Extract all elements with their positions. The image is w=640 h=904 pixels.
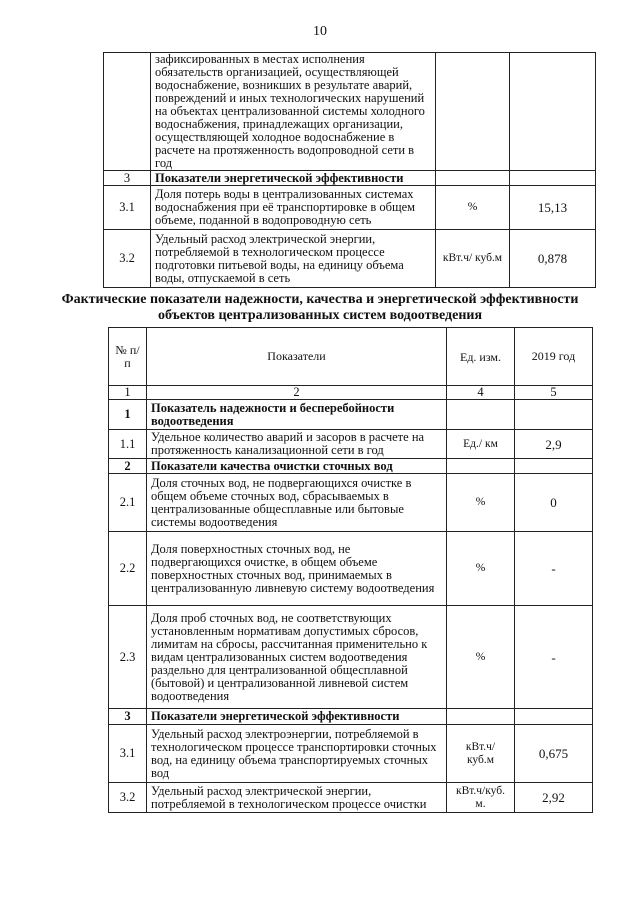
column-number: 2 [147, 386, 447, 400]
table-row [104, 53, 596, 171]
table-row [109, 606, 593, 709]
header-indicators: Показатели [147, 328, 447, 386]
row-number: 2.2 [109, 532, 147, 606]
table-header-row [109, 328, 593, 386]
row-number: 2 [109, 459, 147, 474]
indicator-description: Доля поверхностных сточных вод, не подвергающихся очистке, в общем объеме поверхностных сточных вод, принимаемых в централизованную ливневую систему водоотведения [147, 532, 447, 606]
unit-cell: % [436, 186, 510, 230]
table-row [109, 430, 593, 459]
column-number: 4 [447, 386, 515, 400]
value-cell: 0 [515, 474, 593, 532]
value-cell [510, 171, 596, 186]
table-row [109, 783, 593, 813]
unit-cell [447, 709, 515, 725]
unit-cell: % [447, 532, 515, 606]
section-row [109, 400, 593, 430]
row-number: 3.1 [109, 725, 147, 783]
value-cell: 0,878 [510, 230, 596, 288]
table-wastewater-indicators [108, 327, 593, 813]
unit-cell [447, 400, 515, 430]
indicator-description: Удельный расход электроэнергии, потребляемой в технологическом процессе транспортировки сточных вод, на единицу объема транспортируемых сточных вод [147, 725, 447, 783]
column-number: 1 [109, 386, 147, 400]
value-cell: - [515, 606, 593, 709]
row-number: 2.1 [109, 474, 147, 532]
section-row [109, 459, 593, 474]
table-row [104, 230, 596, 288]
row-number [104, 53, 151, 171]
indicator-description: Удельное количество аварий и засоров в расчете на протяженность канализационной сети в год [147, 430, 447, 459]
row-number: 3 [109, 709, 147, 725]
unit-cell [447, 459, 515, 474]
section-heading: Показатель надежности и бесперебойности водоотведения [147, 400, 447, 430]
unit-cell [436, 171, 510, 186]
unit-cell: % [447, 474, 515, 532]
table-row [109, 532, 593, 606]
header-number: № п/п [109, 328, 147, 386]
indicator-description: Удельный расход электрической энергии, потребляемой в технологическом процессе очистки [147, 783, 447, 813]
section-row [104, 171, 596, 186]
table-water-supply-indicators [103, 52, 596, 288]
value-cell: - [515, 532, 593, 606]
value-cell: 2,9 [515, 430, 593, 459]
row-number: 3 [104, 171, 151, 186]
row-number: 3.2 [109, 783, 147, 813]
column-number: 5 [515, 386, 593, 400]
value-cell: 0,675 [515, 725, 593, 783]
row-number: 3.1 [104, 186, 151, 230]
header-unit: Ед. изм. [447, 328, 515, 386]
unit-cell: кВт.ч/ куб.м [447, 725, 515, 783]
indicator-description: зафиксированных в местах исполнения обязательств организацией, осуществляющей водоснабжение, возникших в результате аварий, повреждений и иных технологических нарушений на объектах централизованной системы холодного водоснабжения, принадлежащих организации, осуществляющей холодное водоснабжение в расчете на протяженность водопроводной сети в год [151, 53, 436, 171]
value-cell [515, 709, 593, 725]
table-row [109, 725, 593, 783]
row-number: 2.3 [109, 606, 147, 709]
unit-cell: кВт.ч/куб. м. [447, 783, 515, 813]
value-cell [510, 53, 596, 171]
value-cell: 15,13 [510, 186, 596, 230]
page-number: 10 [313, 24, 327, 39]
value-cell [515, 459, 593, 474]
unit-cell: % [447, 606, 515, 709]
section-title: Фактические показатели надежности, качества и энергетической эффективности объектов централизованных систем водоотведения [61, 292, 579, 323]
indicator-description: Доля потерь воды в централизованных системах водоснабжения при её транспортировке в общем объеме, поданной в водопроводную сеть [151, 186, 436, 230]
section-heading: Показатели энергетической эффективности [151, 171, 436, 186]
row-number: 1 [109, 400, 147, 430]
indicator-description: Доля проб сточных вод, не соответствующих установленным нормативам допустимых сбросов, лимитам на сбросы, рассчитанная применительно к видам централизованных систем водоотведения раздельно для централизованной общесплавной (бытовой) и централизованной ливневой систем водоотведения [147, 606, 447, 709]
table-row [109, 474, 593, 532]
unit-cell: Ед./ км [447, 430, 515, 459]
section-heading: Показатели энергетической эффективности [147, 709, 447, 725]
header-year: 2019 год [515, 328, 593, 386]
indicator-description: Доля сточных вод, не подвергающихся очистке в общем объеме сточных вод, сбрасываемых в централизованные общесплавные или бытовые системы водоотведения [147, 474, 447, 532]
column-numbers-row [109, 386, 593, 400]
table-row [104, 186, 596, 230]
section-heading: Показатели качества очистки сточных вод [147, 459, 447, 474]
unit-cell: кВт.ч/ куб.м [436, 230, 510, 288]
unit-cell [436, 53, 510, 171]
indicator-description: Удельный расход электрической энергии, потребляемой в технологическом процессе подготовки питьевой воды, на единицу объема воды, отпускаемой в сеть [151, 230, 436, 288]
row-number: 1.1 [109, 430, 147, 459]
section-row [109, 709, 593, 725]
value-cell: 2,92 [515, 783, 593, 813]
value-cell [515, 400, 593, 430]
row-number: 3.2 [104, 230, 151, 288]
